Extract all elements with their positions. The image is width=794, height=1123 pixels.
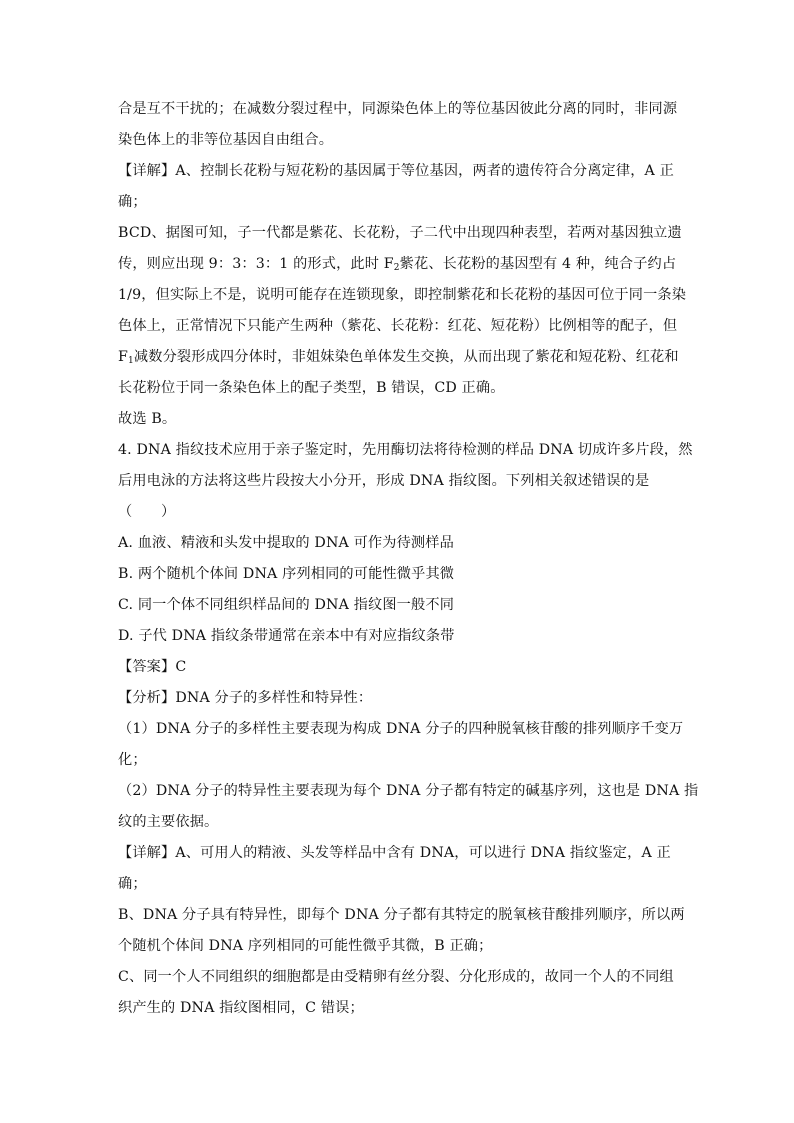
answer-blank: （ ） <box>118 504 176 520</box>
option-c: C. 同一个体不同组织样品间的 DNA 指纹图一般不同 <box>118 597 455 613</box>
analysis-heading: 【分析】DNA 分子的多样性和特异性： <box>118 690 373 706</box>
text-line <box>118 249 678 280</box>
option-b: B. 两个随机个体间 DNA 序列相同的可能性微乎其微 <box>118 566 455 582</box>
question-stem: 4. DNA 指纹技术应用于亲子鉴定时，先用酶切法将待检测的样品 DNA 切成许多片段，然 <box>118 442 693 458</box>
text-line: 纹的主要依据。 <box>118 814 219 830</box>
text-line: 化； <box>118 752 147 768</box>
subscript: 1 <box>128 356 134 366</box>
text-line: BCD、据图可知，子一代都是紫花、长花粉，子二代中出现四种表型，若两对基因独立遗 <box>118 225 682 241</box>
text-line: （2）DNA 分子的特异性主要表现为每个 DNA 分子都有特定的碱基序列，这也是 DNA 指 <box>118 783 699 799</box>
subscript: 2 <box>393 263 400 273</box>
text-line: C、同一个人不同组织的细胞都是由受精卵有丝分裂、分化形成的，故同一个人的不同组 <box>118 969 674 985</box>
question-stem: 后用电泳的方法将这些片段按大小分开，形成 DNA 指纹图。下列相关叙述错误的是 <box>118 473 650 489</box>
text-line: 个随机个体间 DNA 序列相同的可能性微乎其微，B 正确； <box>118 938 493 954</box>
text-fragment: 传，则应出现 9：3：3：1 的形式，此时 F <box>118 256 394 272</box>
text-line: 染色体上的非等位基因自由组合。 <box>118 132 334 148</box>
text-line: 织产生的 DNA 指纹图相同，C 错误； <box>118 1000 364 1016</box>
text-line: 合是互不干扰的；在减数分裂过程中，同源染色体上的等位基因彼此分离的同时，非同源 <box>118 101 678 117</box>
text-line: 【详解】A、可用人的精液、头发等样品中含有 DNA，可以进行 DNA 指纹鉴定，A 正 <box>118 845 671 861</box>
text-fragment: F <box>118 349 128 365</box>
option-a: A. 血液、精液和头发中提取的 DNA 可作为待测样品 <box>118 535 454 551</box>
text-fragment: 减数分裂形成四分体时，非姐妹染色单体发生交换，从而出现了紫花和短花粉、红花和 <box>133 349 679 365</box>
answer-label: 【答案】C <box>118 659 187 675</box>
document-page <box>118 94 699 1024</box>
text-line <box>118 342 678 373</box>
text-line: 1/9，但实际上不是，说明可能存在连锁现象，即控制紫花和长花粉的基因可位于同一条染 <box>118 287 687 303</box>
text-fragment: 紫花、长花粉的基因型有 4 种，纯合子约占 <box>399 256 677 272</box>
text-line: 长花粉位于同一条染色体上的配子类型，B 错误，CD 正确。 <box>118 380 505 396</box>
text-line: 确； <box>118 194 147 210</box>
text-line: （1）DNA 分子的多样性主要表现为构成 DNA 分子的四种脱氧核苷酸的排列顺序千变万 <box>118 721 684 737</box>
option-d: D. 子代 DNA 指纹条带通常在亲本中有对应指纹条带 <box>118 628 455 644</box>
text-line: 色体上，正常情况下只能产生两种（紫花、长花粉：红花、短花粉）比例相等的配子，但 <box>118 318 678 334</box>
text-line: 【详解】A、控制长花粉与短花粉的基因属于等位基因，两者的遗传符合分离定律，A 正 <box>118 163 674 179</box>
text-line: 确； <box>118 876 147 892</box>
text-line: B、DNA 分子具有特异性，即每个 DNA 分子都有其特定的脱氧核苷酸排列顺序，所以两 <box>118 907 685 923</box>
text-line: 故选 B。 <box>118 411 177 427</box>
